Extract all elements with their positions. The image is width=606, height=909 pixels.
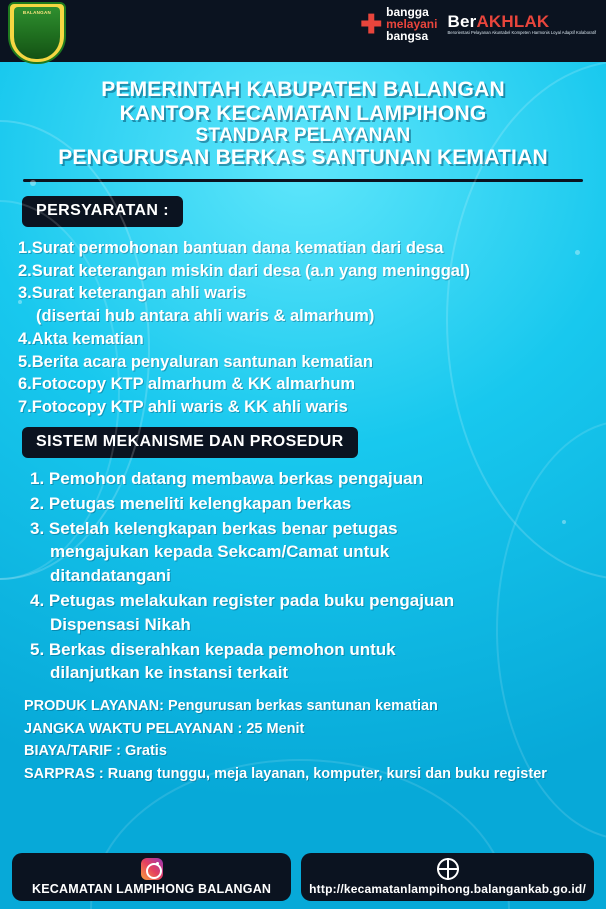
decorative-dot [30, 180, 36, 186]
berakhlak-accent: AKHLAK [476, 11, 550, 31]
footer [0, 853, 606, 901]
mechanism-text: 4. Petugas melakukan register pada buku pengajuan [30, 590, 455, 610]
bangga-melayani-bangsa-logo [360, 6, 437, 42]
list-item [18, 282, 592, 328]
requirements-section [22, 196, 606, 227]
service-meta [24, 695, 582, 785]
mechanism-heading: SISTEM MEKANISME DAN PROSEDUR [22, 427, 358, 458]
list-item [18, 351, 592, 374]
bangga-line3: bangsa [386, 29, 429, 43]
title-divider [23, 179, 583, 182]
title-line-2: KANTOR KECAMATAN LAMPIHONG [119, 101, 487, 125]
page-title [0, 78, 606, 182]
list-item [18, 237, 592, 260]
bangga-line1: bangga [386, 5, 429, 19]
requirement-text-continued: (disertai hub antara ahli waris & almarhum) [36, 307, 375, 326]
berakhlak-subtitle: Berorientasi Pelayanan Akuntabel Kompeten Harmonis Loyal Adaptif Kolaboratif [447, 29, 596, 35]
requirement-text: 4.Akta kematian [18, 329, 144, 348]
mechanism-list [0, 467, 606, 685]
mechanism-text-continued: ditandatangani [50, 566, 171, 586]
sarpras: SARPRAS : Ruang tunggu, meja layanan, komputer, kursi dan buku register [24, 765, 547, 782]
mechanism-section [22, 427, 606, 458]
title-line-4: PENGURUSAN BERKAS SANTUNAN KEMATIAN [58, 146, 548, 170]
biaya-tarif: BIAYA/TARIF : Gratis [24, 743, 167, 760]
title-line-1: PEMERINTAH KABUPATEN BALANGAN [101, 78, 505, 101]
requirements-heading: PERSYARATAN : [22, 196, 183, 227]
crest-label: BALANGAN [22, 10, 52, 15]
list-item [30, 467, 594, 491]
list-item [18, 373, 592, 396]
requirement-text: 7.Fotocopy KTP ahli waris & KK ahli waris [18, 398, 348, 417]
requirement-text: 3.Surat keterangan ahli waris [18, 284, 247, 303]
website-contact[interactable] [301, 853, 594, 901]
title-line-3: STANDAR PELAYANAN [195, 125, 411, 147]
mechanism-text: 1. Pemohon datang membawa berkas pengajuan [30, 468, 423, 488]
list-item [30, 589, 594, 637]
berakhlak-logo [447, 13, 596, 35]
website-url: http://kecamatanlampihong.balangankab.go.id/ [309, 882, 586, 896]
jangka-waktu: JANGKA WAKTU PELAYANAN : 25 Menit [24, 720, 305, 737]
plus-icon: ✚ [360, 9, 383, 39]
list-item [30, 517, 594, 588]
balangan-crest-logo [8, 2, 66, 64]
produk-layanan: PRODUK LAYANAN: Pengurusan berkas santunan kematian [24, 698, 438, 715]
berakhlak-prefix: Ber [447, 11, 477, 31]
decorative-dot [18, 300, 22, 304]
header-bar [0, 0, 606, 62]
requirements-list [0, 237, 606, 419]
mechanism-text: 3. Setelah kelengkapan berkas benar petugas [30, 518, 398, 538]
list-item [18, 396, 592, 419]
list-item [18, 260, 592, 283]
mechanism-text-continued: Dispensasi Nikah [50, 614, 191, 634]
list-item [18, 328, 592, 351]
list-item [30, 492, 594, 516]
instagram-contact[interactable] [12, 853, 291, 901]
mechanism-text-continued: mengajukan kepada Sekcam/Camat untuk [50, 542, 390, 562]
requirement-text: 1.Surat permohonan bantuan dana kematian dari desa [18, 238, 444, 257]
mechanism-text: 2. Petugas meneliti kelengkapan berkas [30, 493, 352, 513]
decorative-dot [575, 250, 580, 255]
requirement-text: 5.Berita acara penyaluran santunan kematian [18, 352, 373, 371]
mechanism-text-continued: dilanjutkan ke instansi terkait [50, 663, 289, 683]
requirement-text: 2.Surat keterangan miskin dari desa (a.n yang meninggal) [18, 261, 471, 280]
requirement-text: 6.Fotocopy KTP almarhum & KK almarhum [18, 375, 356, 394]
instagram-handle: KECAMATAN LAMPIHONG BALANGAN [32, 882, 272, 896]
instagram-icon [141, 858, 163, 880]
mechanism-text: 5. Berkas diserahkan kepada pemohon untuk [30, 639, 396, 659]
decorative-dot [562, 520, 566, 524]
globe-icon [437, 858, 459, 880]
bangga-line2: melayani [386, 17, 438, 31]
brand-lockup [360, 6, 596, 42]
list-item [30, 638, 594, 686]
